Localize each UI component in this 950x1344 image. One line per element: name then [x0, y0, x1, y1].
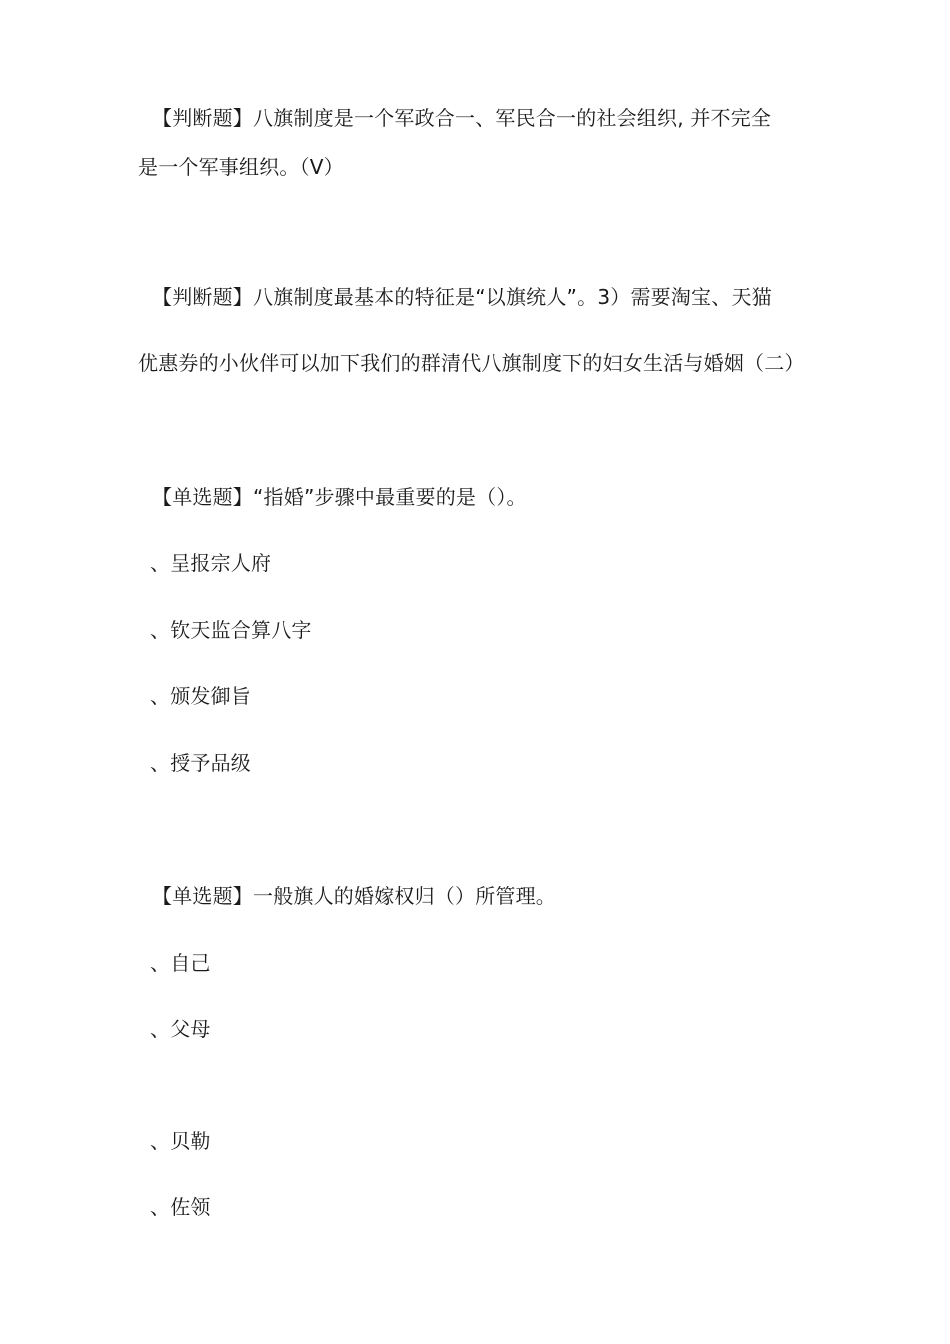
q4-option-c: 、贝勒: [150, 1129, 211, 1153]
q3-question: 【单选题】“指婚”步骤中最重要的是（）。: [152, 485, 527, 509]
q1-line-2: 是一个军事组织。（V）: [138, 155, 344, 179]
q3-option-b: 、钦天监合算八字: [150, 618, 312, 642]
q3-option-c: 、颁发御旨: [150, 684, 251, 708]
q2-line-1: 【判断题】八旗制度最基本的特征是“以旗统人”。3）需要淘宝、天猫: [152, 285, 772, 309]
q3-option-a: 、呈报宗人府: [150, 551, 272, 575]
q3-option-d: 、授予品级: [150, 751, 251, 775]
q4-question: 【单选题】一般旗人的婚嫁权归（）所管理。: [152, 884, 556, 908]
q1-line-1: 【判断题】八旗制度是一个军政合一、军民合一的社会组织, 并不完全: [152, 106, 772, 130]
q2-line-2: 优惠券的小伙伴可以加下我们的群清代八旗制度下的妇女生活与婚姻（二）: [138, 351, 805, 375]
q4-option-a: 、自己: [150, 951, 211, 975]
q4-option-b: 、父母: [150, 1017, 211, 1041]
q4-option-d: 、佐领: [150, 1195, 211, 1219]
